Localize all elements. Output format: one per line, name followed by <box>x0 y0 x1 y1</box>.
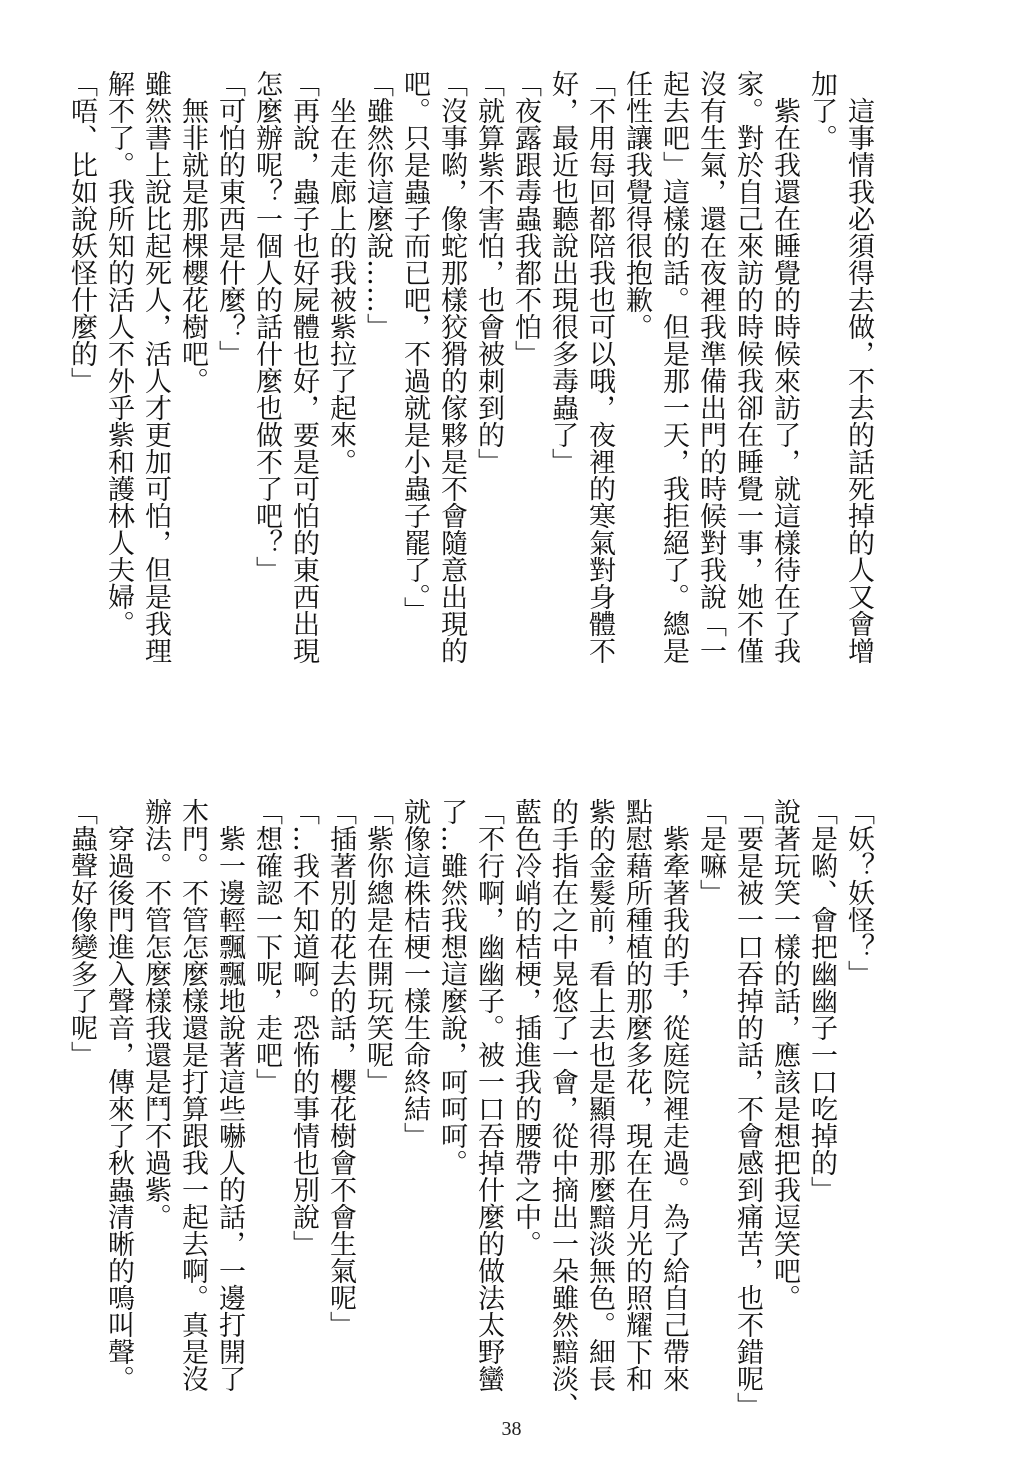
text-column: 「夜露跟毒蟲我都不怕」 <box>510 70 541 367</box>
text-column: 「沒事喲，像蛇那樣狡猾的傢夥是不會隨意出現的 <box>436 70 467 664</box>
top-text-block <box>66 70 874 730</box>
text-column: 了…雖然我想這麼說，呵呵呵。 <box>436 798 467 1176</box>
text-column: 「…我不知道啊。恐怖的事情也別說」 <box>288 798 319 1257</box>
text-column: 「插著別的花去的話，櫻花樹會不會生氣呢」 <box>325 798 356 1338</box>
text-column: 加了。 <box>806 70 837 151</box>
text-column: 的手指在之中晃悠了一會，從中摘出一朵雖然黯淡、 <box>547 798 578 1419</box>
text-column: 藍色冷峭的桔梗，插進我的腰帶之中。 <box>510 798 541 1257</box>
text-column: 解不了。我所知的活人不外乎紫和護林人夫婦。 <box>103 70 134 637</box>
text-column: 紫的金髮前，看上去也是顯得那麼黯淡無色。細長 <box>584 798 615 1392</box>
text-column: 「不行啊，幽幽子。被一口吞掉什麼的做法太野蠻 <box>473 798 504 1392</box>
text-column: 「不用每回都陪我也可以哦，夜裡的寒氣對身體不 <box>584 70 615 664</box>
bottom-text-block <box>66 798 874 1419</box>
text-column: 「是嘛」 <box>695 798 726 906</box>
text-column: 說著玩笑一樣的話，應該是想把我逗笑吧。 <box>769 798 800 1311</box>
text-column: 「要是被一口吞掉的話，不會感到痛苦，也不錯呢」 <box>732 798 763 1419</box>
text-column: 「妖？妖怪？」 <box>843 798 874 987</box>
text-column: 「唔、比如說妖怪什麼的」 <box>66 70 97 394</box>
text-column: 「就算紫不害怕，也會被刺到的」 <box>473 70 504 475</box>
text-column: 「蟲聲好像變多了呢」 <box>66 798 97 1068</box>
text-column: 「再說，蟲子也好屍體也好，要是可怕的東西出現 <box>288 70 319 664</box>
text-column: 紫在我還在睡覺的時候來訪了，就這樣待在了我 <box>769 70 800 664</box>
text-column: 紫一邊輕飄飄地說著這些嚇人的話，一邊打開了 <box>214 798 245 1392</box>
text-column: 沒有生氣，還在夜裡我準備出門的時候對我說「一 <box>695 70 726 664</box>
text-column: 穿過後門進入聲音，傳來了秋蟲清晰的鳴叫聲。 <box>103 798 134 1392</box>
text-column: 紫牽著我的手，從庭院裡走過。為了給自己帶來 <box>658 798 689 1392</box>
text-column: 雖然書上說比起死人，活人才更加可怕，但是我理 <box>140 70 171 664</box>
text-column: 「是喲、會把幽幽子一口吃掉的」 <box>806 798 837 1203</box>
text-column: 任性讓我覺得很抱歉。 <box>621 70 652 340</box>
text-column: 「想確認一下呢，走吧」 <box>251 798 282 1095</box>
text-column: 就像這株桔梗一樣生命終結」 <box>399 798 430 1149</box>
text-column: 怎麼辦呢？一個人的話什麼也做不了吧？」 <box>251 70 282 583</box>
text-column: 吧。只是蟲子而已吧，不過就是小蟲子罷了。」 <box>399 70 430 624</box>
text-column: 好，最近也聽說出現很多毒蟲了」 <box>547 70 578 475</box>
page-number: 38 <box>501 1418 522 1440</box>
text-column: 坐在走廊上的我被紫拉了起來。 <box>325 70 356 475</box>
text-column: 「可怕的東西是什麼？」 <box>214 70 245 367</box>
text-column: 起去吧」這樣的話。但是那一天，我拒絕了。總是 <box>658 70 689 664</box>
text-column: 無非就是那棵櫻花樹吧。 <box>177 70 208 394</box>
text-column: 點慰藉所種植的那麼多花，現在在月光的照耀下和 <box>621 798 652 1392</box>
text-column: 木門。不管怎麼樣還是打算跟我一起去啊。真是沒 <box>177 798 208 1392</box>
text-column: 辦法。不管怎麼樣我還是鬥不過紫。 <box>140 798 171 1230</box>
text-column: 家。對於自己來訪的時候我卻在睡覺一事，她不僅 <box>732 70 763 664</box>
text-column: 這事情我必須得去做，不去的話死掉的人又會增 <box>843 70 874 664</box>
text-column: 「雖然你這麼說……」 <box>362 70 393 340</box>
text-column: 「紫你總是在開玩笑呢」 <box>362 798 393 1095</box>
